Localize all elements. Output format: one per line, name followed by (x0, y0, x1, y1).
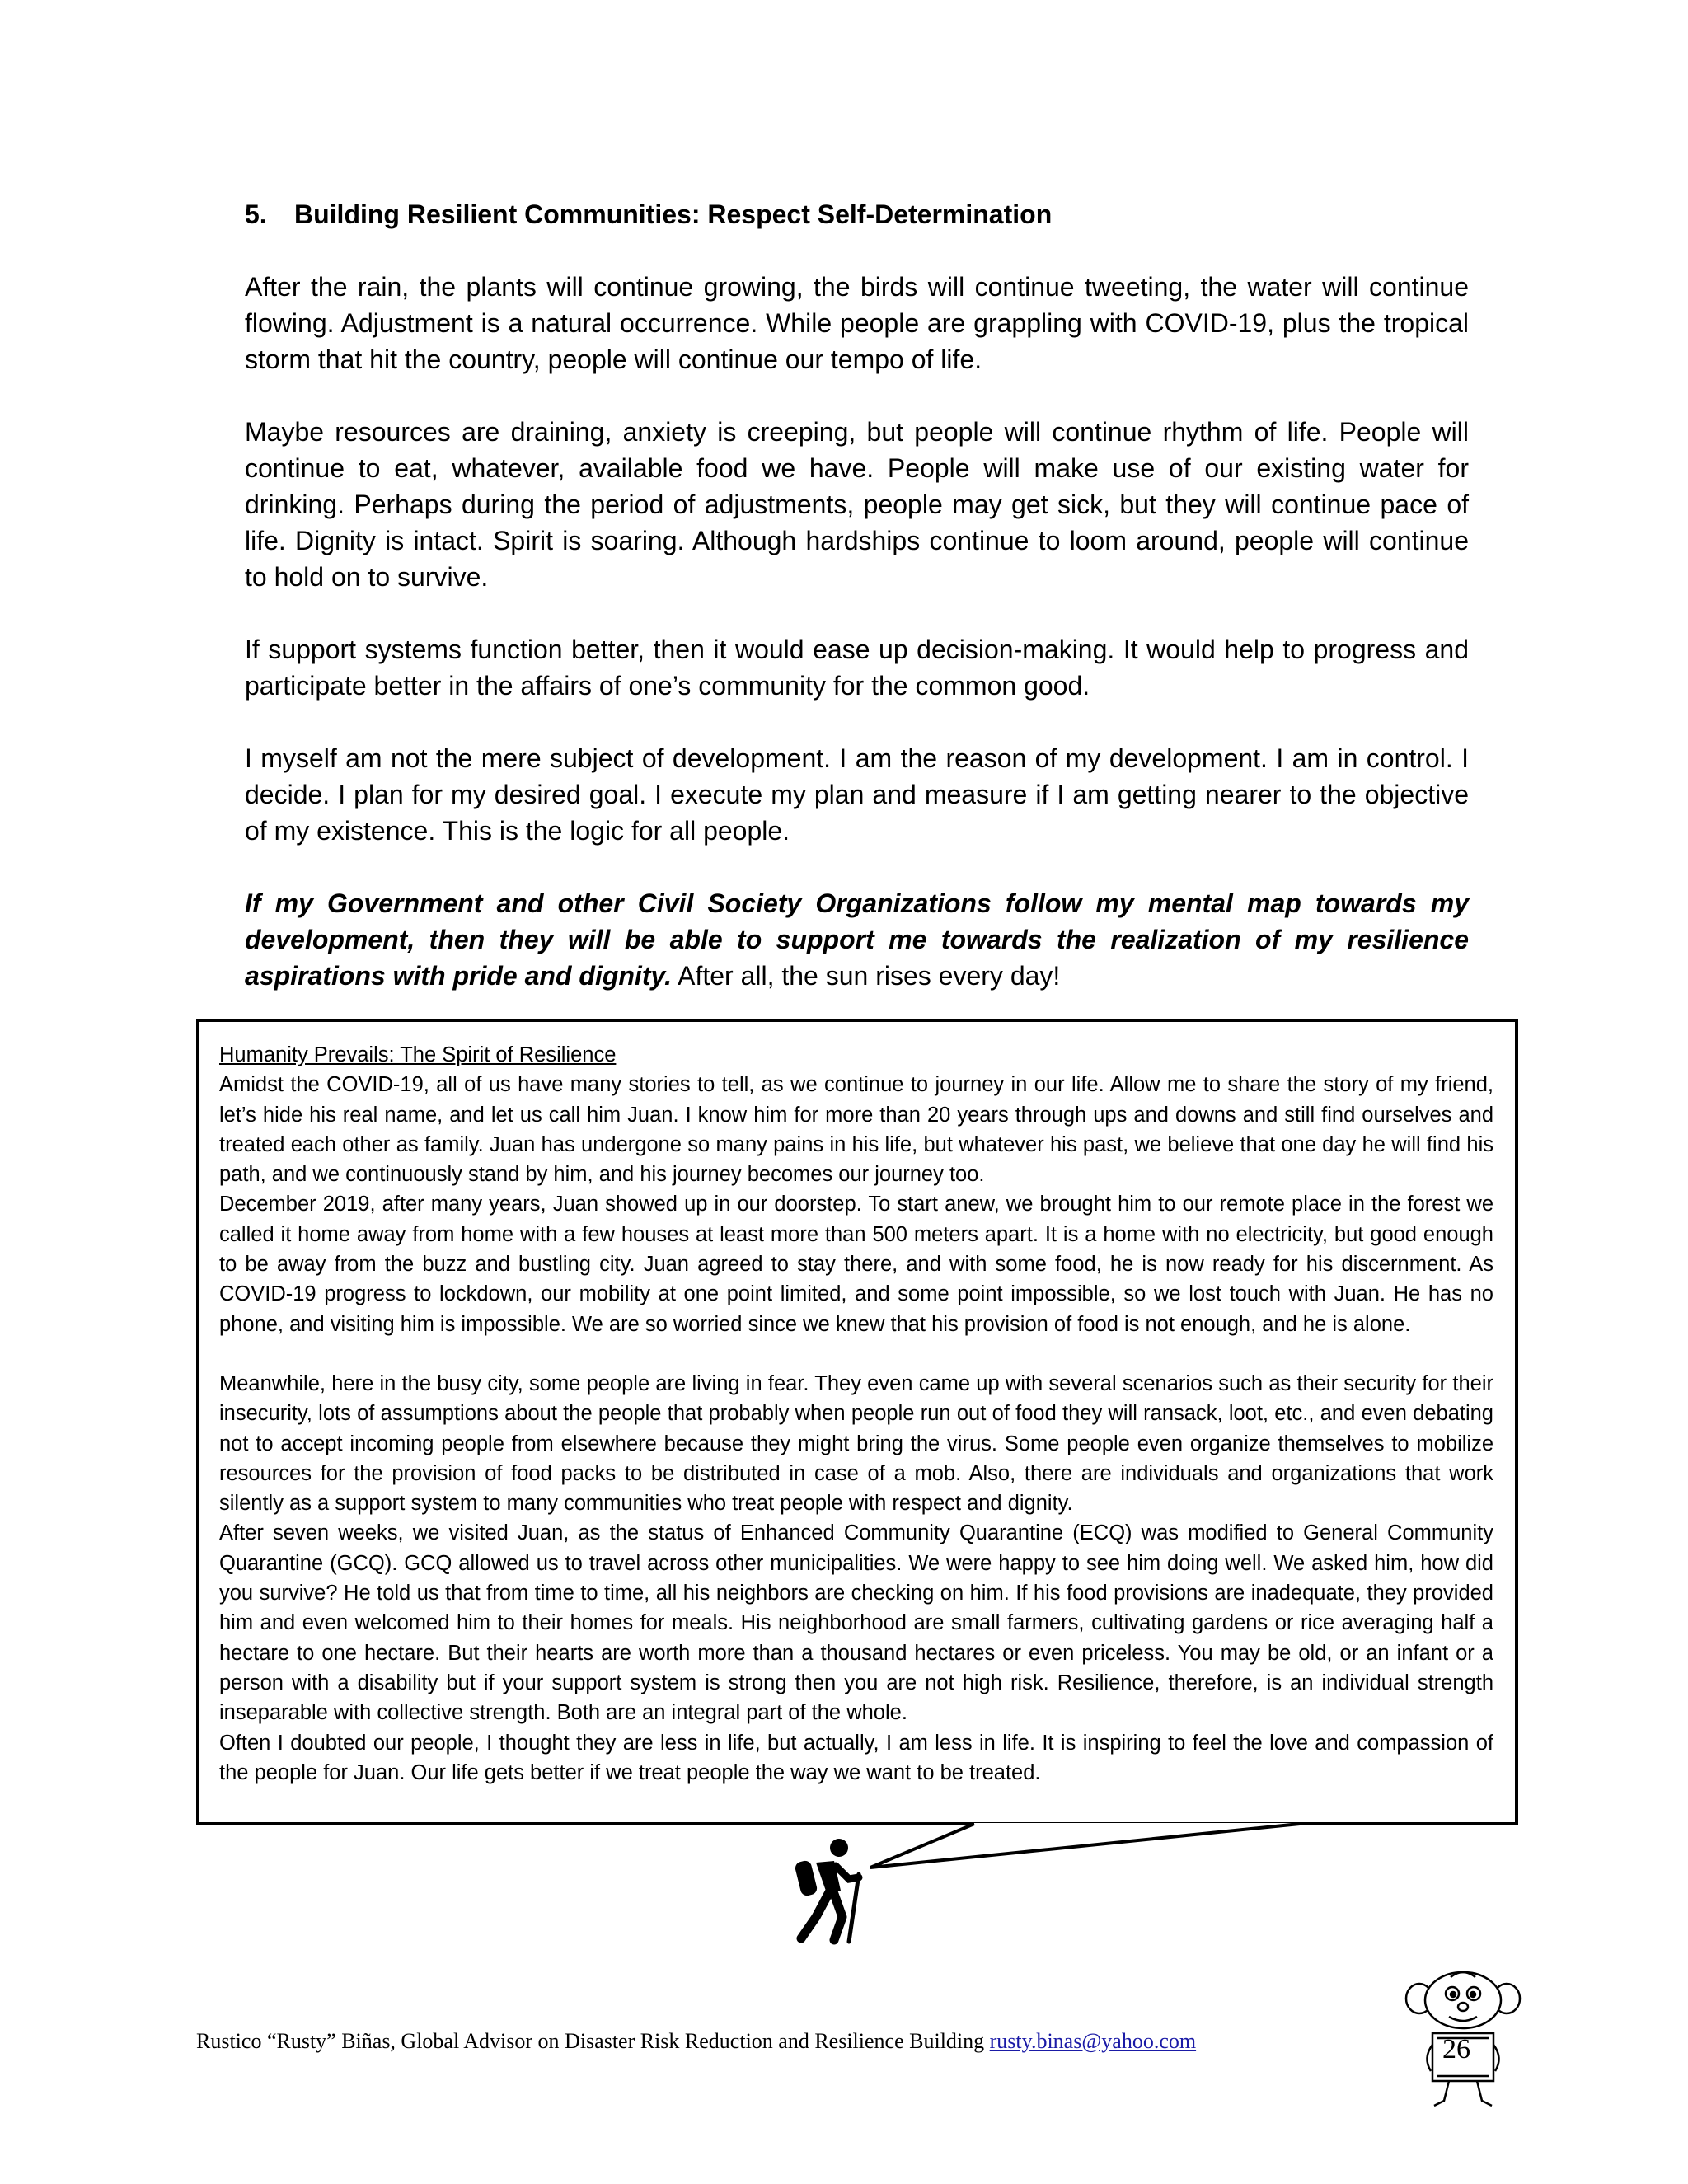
story-paragraph-3: Meanwhile, here in the busy city, some people are living in fear. They even came up with several scenarios such as their security for their insecurity, lots of assumptions about the people that probably when people run out of food they will ransack, loot, etc., and even debating not to accept incoming people from elsewhere because they might bring the virus. Some people even organize themselves to mobilize resources for the provision of food packs to be distributed in case of a mob. Also, there are individuals and organizations that work silently as a support system to many communities who treat people with respect and dignity. (219, 1371, 1493, 1516)
story-paragraph-5: Often I doubted our people, I thought they are less in life, but actually, I am less in life. It is inspiring to feel the love and compassion of the people for Juan. Our life gets better if we treat people the way we want to be treated. (219, 1731, 1493, 1784)
story-box (196, 1019, 1518, 1825)
paragraph-1: After the rain, the plants will continue growing, the birds will continue tweeting, the water will continue flowing. Adjustment is a natural occurrence. While people are grappling with COVID-19, plus the tropical storm that hit the country, people will continue our tempo of life. (245, 272, 1469, 374)
paragraph-2: Maybe resources are draining, anxiety is creeping, but people will continue rhythm of life. People will continue to eat, whatever, available food we have. People will make use of our existing water for drinking. Perhaps during the period of adjustments, people may get sick, but they will continue pace of life. Dignity is intact. Spirit is soaring. Although hardships continue to loom around, people will continue to hold on to survive. (245, 417, 1469, 592)
story-title: Humanity Prevails: The Spirit of Resilience (219, 1043, 617, 1066)
hiker-icon (791, 1836, 874, 1945)
footer (196, 2029, 1196, 2054)
section-heading (245, 196, 1469, 232)
story-paragraph-4: After seven weeks, we visited Juan, as the status of Enhanced Community Quarantine (ECQ) was modified to General Community Quarantine (GCQ). GCQ allowed us to travel across other municipalities. We were happy to see him doing well. We asked him, how did you survive? He told us that from time to time, all his neighbors are checking on him. If his food provisions are inadequate, they provided him and even welcomed him to their homes for meals. His neighborhood are small farmers, cultivating gardens or rice averaging half a hectare to one hectare. But their hearts are worth more than a thousand hectares or even priceless. You may be old, or an infant or a person with a disability but if your support system is strong then you are not high risk. Resilience, therefore, is an individual strength inseparable with collective strength. Both are an integral part of the whole. (219, 1521, 1493, 1725)
closing-paragraph (245, 885, 1469, 994)
closing-rest: After all, the sun rises every day! (671, 961, 1061, 991)
story-paragraph-2: December 2019, after many years, Juan showed up in our doorstep. To start anew, we brought him to our remote place in the forest we called it home away from home with a few houses at least more than 500 meters apart. It is a home with no electricity, but good enough to be away from the buzz and bustling city. Juan agreed to stay there, and with some food, he is now ready for his discernment. As COVID-19 progress to lockdown, our mobility at one point limited, and some point impossible, so we lost touch with Juan. He has no phone, and visiting him is impossible. We are so worried since we knew that his provision of food is not enough, and he is alone. (219, 1193, 1493, 1336)
closing-emphasis: If my Government and other Civil Society Organizations follow my mental map towards my development, then they will be able to support me towards the realization of my resilience aspirations with pride and dignity. (245, 888, 1469, 991)
section-number: 5. (245, 199, 267, 229)
page-number: 26 (1442, 2034, 1470, 2064)
footer-email-link[interactable]: rusty.binas@yahoo.com (989, 2029, 1197, 2053)
footer-text: Rustico “Rusty” Biñas, Global Advisor on Disaster Risk Reduction and Resilience Building (196, 2029, 990, 2053)
main-content (245, 196, 1469, 994)
paragraph-3: If support systems function better, then it would ease up decision-making. It would help to progress and participate better in the affairs of one’s community for the common good. (245, 635, 1469, 701)
story-paragraph-1: Amidst the COVID-19, all of us have many stories to tell, as we continue to journey in our life. Allow me to share the story of my friend, let’s hide his real name, and let us call him Juan. I know him for more than 20 years through ups and downs and still find ourselves and treated each other as family. Juan has undergone so many pains in his life, but whatever his past, we believe that one day he will find his path, and we continuously stand by him, and his journey becomes our journey too. (219, 1073, 1493, 1187)
section-title: Building Resilient Communities: Respect Self-Determination (294, 199, 1053, 229)
paragraph-4: I myself am not the mere subject of development. I am the reason of my development. I am in control. I decide. I plan for my desired goal. I execute my plan and measure if I am getting nearer to the objective of my existence. This is the logic for all people. (245, 743, 1469, 846)
